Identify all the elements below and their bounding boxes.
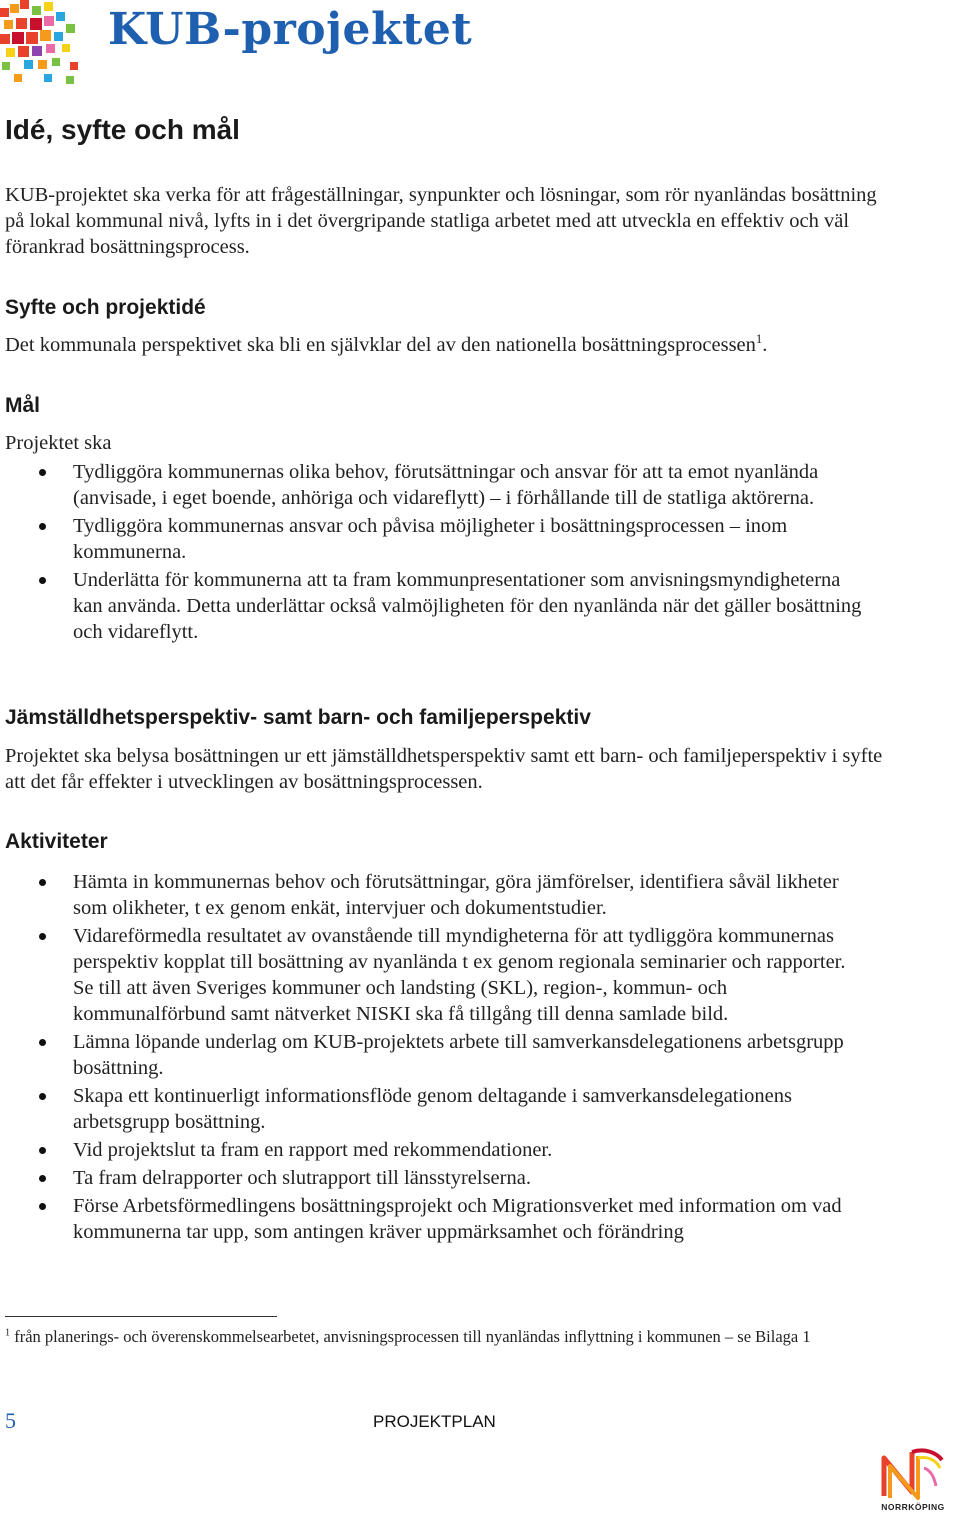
aktiviteter-list [0,869,870,1245]
footnote-ref[interactable]: 1 [755,332,763,347]
syfte-text: Det kommunala perspektivet ska bli en självklar del av den nationella bosättningsprocessen [5,334,756,356]
jamstalldhet-paragraph: Projektet ska belysa bosättningen ur ett jämställdhetsperspektiv samt ett barn- och familjeperspektiv i syfte att det får effekter i utvecklingen av bosättningsprocessen. [5,745,883,793]
syfte-text-end: . [762,334,768,356]
page-heading: Idé, syfte och mål [5,114,240,145]
jamstalldhet-heading: Jämställdhetsperspektiv- samt barn- och familjeperspektiv [5,706,591,729]
list-item: Skapa ett kontinuerligt informationsflöde genom deltagande i samverkansdelegationens arbetsgrupp bosättning. [0,1083,870,1135]
brand-title: KUB-projektet [108,4,473,55]
list-item: Tydliggöra kommunernas olika behov, förutsättningar och ansvar för att ta emot nyanlända (anvisade, i eget boende, anhöriga och vidareflytt) – i förhållande till de statliga aktörerna. [0,459,870,511]
list-item: Tydliggöra kommunernas ansvar och påvisa möjligheter i bosättningsprocessen – inom kommunerna. [0,513,870,565]
list-item: Underlätta för kommunerna att ta fram kommunpresentationer som anvisningsmyndigheterna kan använda. Detta underlättar också valmöjligheten för den nyanlända när det gäller bosättning och vidareflytt. [0,567,870,645]
footnote-divider [5,1316,277,1317]
list-item: Ta fram delrapporter och slutrapport till länsstyrelserna. [0,1165,870,1191]
footnote-number: 1 [5,1327,11,1339]
kub-mosaic-logo-icon [0,0,86,86]
norrkoping-logo-text: NORRKÖPING [881,1502,945,1512]
syfte-paragraph [5,332,905,358]
list-item: Vid projektslut ta fram en rapport med rekommendationer. [0,1137,870,1163]
aktiviteter-heading: Aktiviteter [5,830,108,853]
syfte-heading: Syfte och projektidé [5,296,206,319]
footer-doc-title: PROJEKTPLAN [373,1412,496,1431]
norrkoping-logo-icon [878,1446,948,1502]
footnote [5,1326,885,1348]
mal-lead: Projektet ska [5,432,112,454]
page-number: 5 [5,1408,16,1433]
list-item: Lämna löpande underlag om KUB-projektets arbete till samverkansdelegationens arbetsgrupp bosättning. [0,1029,870,1081]
list-item: Vidareförmedla resultatet av ovanstående till myndigheterna för att tydliggöra kommunernas perspektiv kopplat till bosättning av nyanlända t ex genom regionala seminarier och rapporter. Se till att även Sveriges kommuner och landsting (SKL), region-, kommun- och kommunalförbund samt nätverket NISKI ska få tillgång till denna samlade bild. [0,923,870,1027]
mal-list [0,459,870,645]
norrkoping-logo [878,1446,948,1512]
mal-heading: Mål [5,394,41,417]
intro-paragraph: KUB-projektet ska verka för att frågeställningar, synpunkter och lösningar, som rör nyanländas bosättning på lokal kommunal nivå, lyfts in i det övergripande statliga arbetet med att utveckla en effektiv och väl förankrad bosättningsprocess. [5,184,877,258]
list-item: Förse Arbetsförmedlingens bosättningsprojekt och Migrationsverket med information om vad kommunerna tar upp, som antingen kräver uppmärksamhet och förändring [0,1193,870,1245]
list-item: Hämta in kommunernas behov och förutsättningar, göra jämförelser, identifiera såväl likheter som olikheter, t ex genom enkät, intervjuer och dokumentstudier. [0,869,870,921]
footnote-text: från planerings- och överenskommelsearbetet, anvisningsprocessen till nyanländas inflyttning i kommunen – se Bilaga 1 [14,1327,811,1346]
